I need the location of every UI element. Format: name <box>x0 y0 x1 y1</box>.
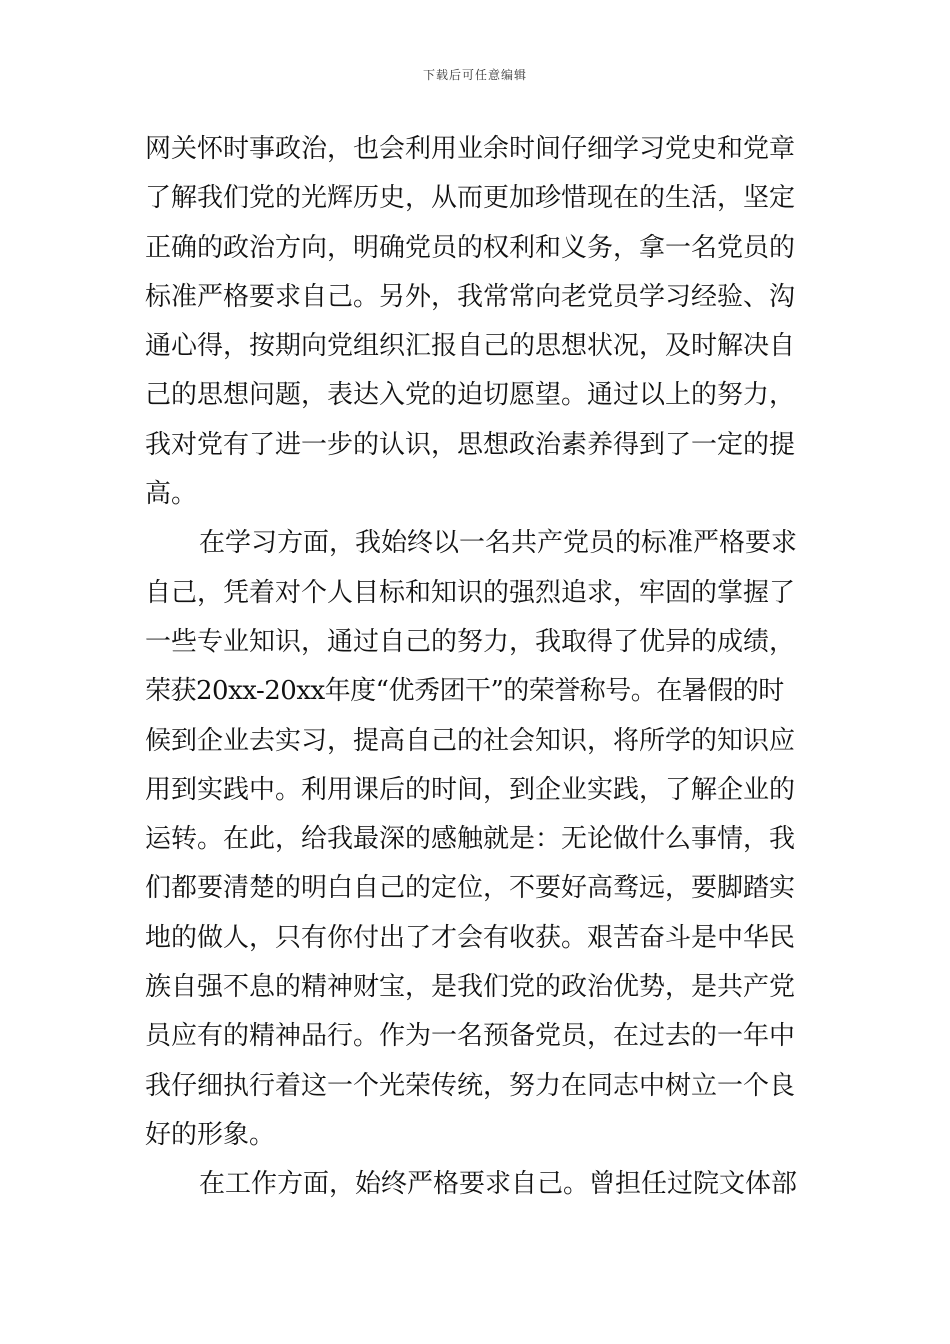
text-line: 好的形象。 <box>145 1119 276 1150</box>
paragraph-start-line: 在学习方面，我始终以一名共产党员的标准严格要求 <box>199 528 798 559</box>
text-line: 荣获20xx-20xx年度“优秀团干”的荣誉称号。在暑假的时 <box>145 676 784 707</box>
text-line: 地的做人，只有你付出了才会有收获。艰苦奋斗是中华民 <box>145 922 796 953</box>
text-line: 我仔细执行着这一个光荣传统，努力在同志中树立一个良 <box>145 1070 796 1101</box>
text-line: 族自强不息的精神财宝，是我们党的政治优势，是共产党 <box>145 972 796 1003</box>
text-line: 员应有的精神品行。作为一名预备党员，在过去的一年中 <box>145 1021 796 1052</box>
text-line: 我对党有了进一步的认识，思想政治素养得到了一定的提 <box>145 429 796 460</box>
text-line: 一些专业知识，通过自己的努力，我取得了优异的成绩， <box>145 626 796 657</box>
text-line: 己的思想问题，表达入党的迫切愿望。通过以上的努力， <box>145 380 796 411</box>
text-line: 运转。在此，给我最深的感触就是：无论做什么事情，我 <box>145 824 796 855</box>
document-body <box>145 125 810 1210</box>
text-line: 通心得，按期向党组织汇报自己的思想状况，及时解决自 <box>145 331 796 362</box>
text-line: 用到实践中。利用课后的时间，到企业实践，了解企业的 <box>145 774 796 805</box>
page-header: 下载后可任意编辑 <box>422 68 527 82</box>
text-line: 高。 <box>145 479 198 510</box>
paragraph-start-line: 在工作方面，始终严格要求自己。曾担任过院文体部 <box>199 1169 798 1200</box>
text-line: 网关怀时事政治，也会利用业余时间仔细学习党史和党章 <box>145 134 796 164</box>
text-line: 们都要清楚的明白自己的定位，不要好高骛远，要脚踏实 <box>145 873 796 904</box>
text-line: 了解我们党的光辉历史，从而更加珍惜现在的生活，坚定 <box>145 183 796 214</box>
text-line: 自己，凭着对个人目标和知识的强烈追求，牢固的掌握了 <box>145 577 796 608</box>
text-line: 标准严格要求自己。另外，我常常向老党员学习经验、沟 <box>145 281 796 312</box>
text-line: 正确的政治方向，明确党员的权利和义务，拿一名党员的 <box>145 232 796 263</box>
text-line: 候到企业去实习，提高自己的社会知识，将所学的知识应 <box>145 725 796 756</box>
